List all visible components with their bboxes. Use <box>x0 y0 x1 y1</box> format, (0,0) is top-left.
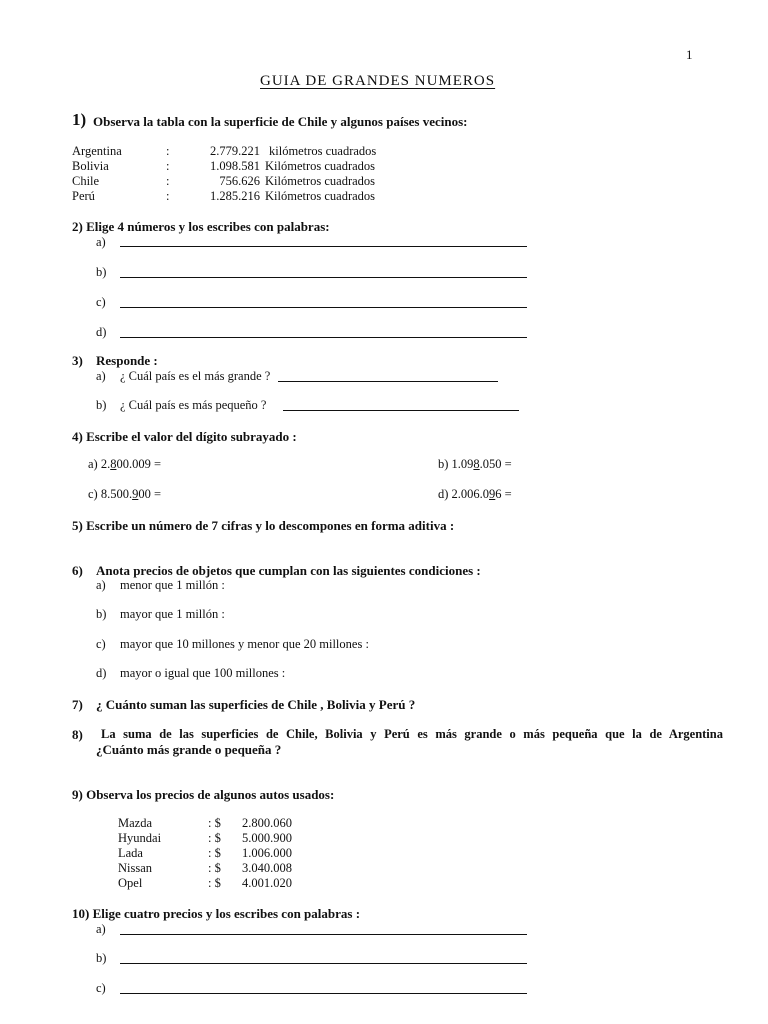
page-number: 1 <box>686 47 693 62</box>
answer-line[interactable] <box>120 963 527 964</box>
q1-value: 1.285.216 <box>210 189 260 203</box>
q3-item-text: ¿ Cuál país es el más grande ? <box>120 369 271 383</box>
q6-item-label: b) <box>96 607 107 621</box>
q5-text: 5) Escribe un número de 7 cifras y lo descompones en forma aditiva : <box>72 518 455 533</box>
answer-line[interactable] <box>283 410 519 411</box>
q9-sep: : $ <box>208 816 221 830</box>
q3-item-label: a) <box>96 369 106 383</box>
q4-item-a: a) 2.800.009 = <box>88 457 162 471</box>
q1-value: 2.779.221 <box>210 144 260 158</box>
q8-number: 8) <box>72 727 83 742</box>
q6-item-text: mayor que 1 millón : <box>120 607 225 621</box>
q3-item-label: b) <box>96 398 107 412</box>
q9-car: Mazda <box>118 816 153 830</box>
q6-item-label: a) <box>96 578 106 592</box>
q6-number: 6) <box>72 563 83 578</box>
q9-price: 3.040.008 <box>242 861 292 875</box>
q3-number: 3) <box>72 353 83 368</box>
answer-line[interactable] <box>120 246 527 247</box>
answer-line[interactable] <box>120 307 527 308</box>
q6-item-text: mayor o igual que 100 millones : <box>120 666 286 680</box>
q6-item-label: c) <box>96 637 106 651</box>
q10-item-label: b) <box>96 951 107 965</box>
q9-car: Lada <box>118 846 143 860</box>
q9-price: 1.006.000 <box>242 846 292 860</box>
q8-line-2: ¿Cuánto más grande o pequeña ? <box>96 742 282 757</box>
q10-item-label: c) <box>96 981 106 995</box>
q8-line-1: La suma de las superficies de Chile, Bolivia y Perú es más grande o más pequeña que la de Argentina <box>101 727 723 741</box>
q9-sep: : $ <box>208 831 221 845</box>
q1-country: Argentina <box>72 144 122 158</box>
q10-item-label: a) <box>96 922 106 936</box>
q1-value: 756.626 <box>219 174 260 188</box>
q9-car: Opel <box>118 876 143 890</box>
answer-line[interactable] <box>120 277 527 278</box>
page-title: GUIA DE GRANDES NUMEROS <box>260 73 496 89</box>
q1-text: Observa la tabla con la superficie de Chile y algunos países vecinos: <box>93 114 468 129</box>
q3-item-text: ¿ Cuál país es más pequeño ? <box>120 398 267 412</box>
q9-car: Hyundai <box>118 831 162 845</box>
q9-sep: : $ <box>208 861 221 875</box>
q1-number: 1) <box>72 110 87 129</box>
q1-sep: : <box>166 144 170 158</box>
q2-item-label: b) <box>96 265 107 279</box>
q2-item-label: c) <box>96 295 106 309</box>
q9-sep: : $ <box>208 846 221 860</box>
q9-car: Nissan <box>118 861 153 875</box>
q7-number: 7) <box>72 697 83 712</box>
q1-unit: kilómetros cuadrados <box>269 144 377 158</box>
q1-value: 1.098.581 <box>210 159 260 173</box>
q2-item-label: a) <box>96 235 106 249</box>
answer-line[interactable] <box>120 993 527 994</box>
q9-price: 4.001.020 <box>242 876 292 890</box>
q10-text: 10) Elige cuatro precios y los escribes con palabras : <box>72 906 361 921</box>
q6-item-text: menor que 1 millón : <box>120 578 225 592</box>
q1-sep: : <box>166 189 170 203</box>
q2-item-label: d) <box>96 325 107 339</box>
q6-item-label: d) <box>96 666 107 680</box>
answer-line[interactable] <box>278 381 498 382</box>
q9-price: 5.000.900 <box>242 831 292 845</box>
q6-text: Anota precios de objetos que cumplan con las siguientes condiciones : <box>96 563 481 578</box>
q7-text: ¿ Cuánto suman las superficies de Chile , Bolivia y Perú ? <box>96 697 416 712</box>
answer-line[interactable] <box>120 934 527 935</box>
q1-sep: : <box>166 174 170 188</box>
q1-unit: Kilómetros cuadrados <box>265 159 376 173</box>
q9-price: 2.800.060 <box>242 816 292 830</box>
q6-item-text: mayor que 10 millones y menor que 20 millones : <box>120 637 369 651</box>
q4-item-c: c) 8.500.900 = <box>88 487 162 501</box>
q4-item-d: d) 2.006.096 = <box>438 487 512 501</box>
q3-text: Responde : <box>96 353 158 368</box>
answer-line[interactable] <box>120 337 527 338</box>
q2-text: 2) Elige 4 números y los escribes con palabras: <box>72 219 330 234</box>
q1-sep: : <box>166 159 170 173</box>
q1-country: Perú <box>72 189 95 203</box>
q4-text: 4) Escribe el valor del dígito subrayado : <box>72 429 297 444</box>
q9-text: 9) Observa los precios de algunos autos usados: <box>72 787 335 802</box>
q1-country: Chile <box>72 174 100 188</box>
q1-unit: Kilómetros cuadrados <box>265 189 376 203</box>
q9-sep: : $ <box>208 876 221 890</box>
q1-unit: Kilómetros cuadrados <box>265 174 376 188</box>
q1-country: Bolivia <box>72 159 109 173</box>
q4-item-b: b) 1.098.050 = <box>438 457 512 471</box>
